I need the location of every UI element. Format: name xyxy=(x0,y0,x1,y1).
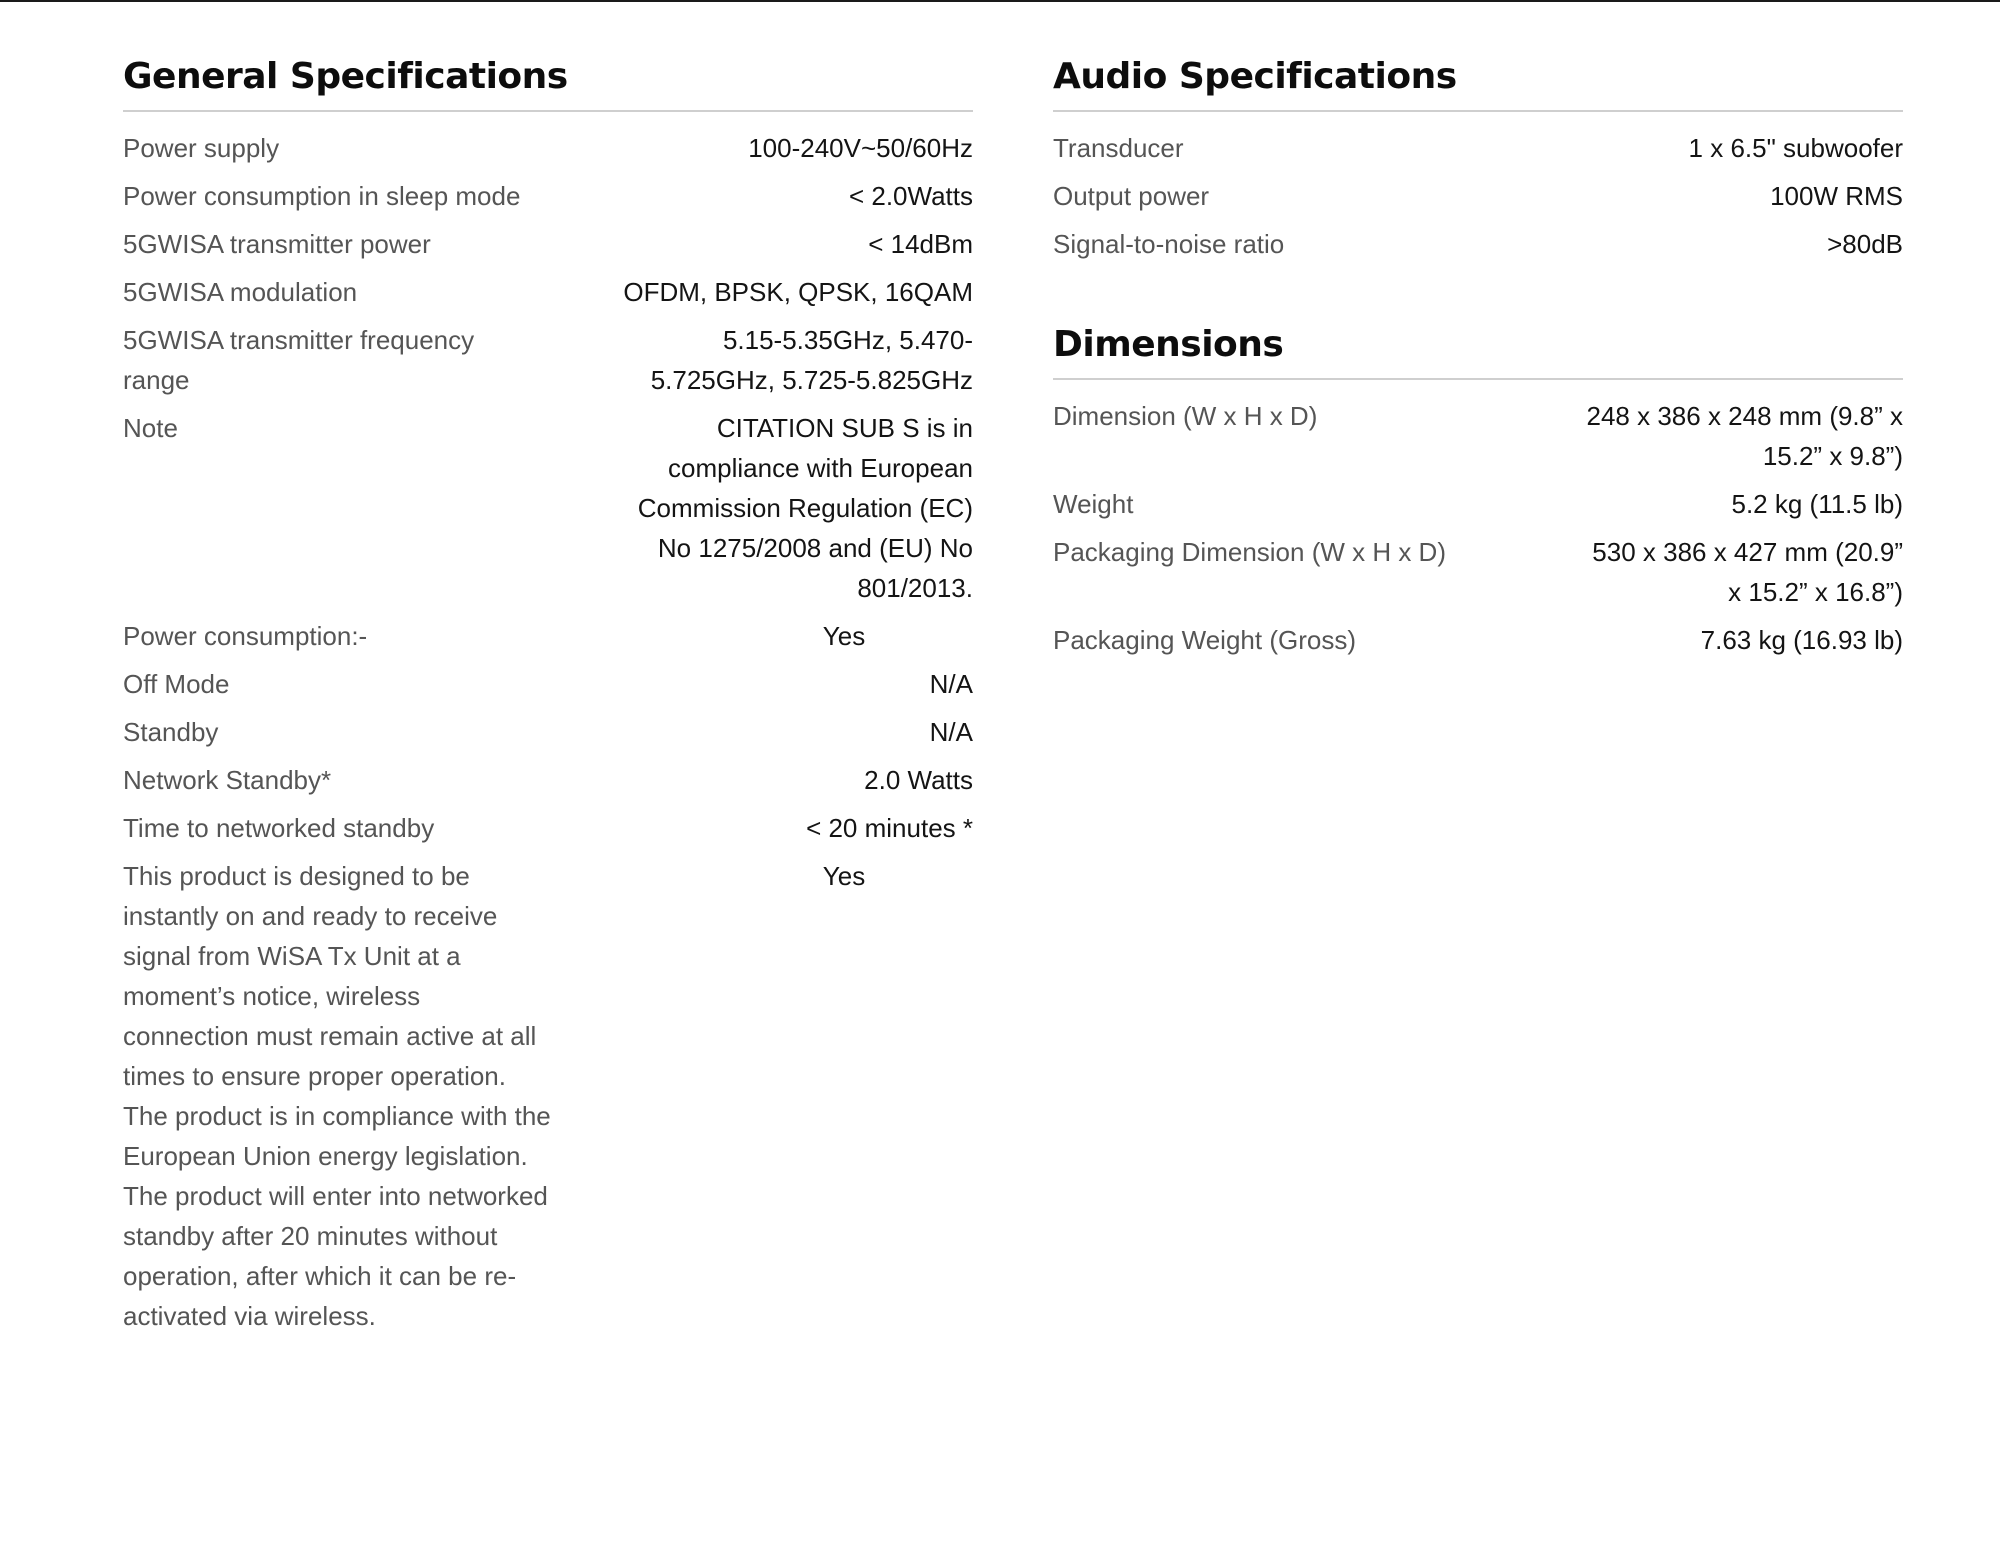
spec-row-power-supply xyxy=(123,128,973,168)
spec-row-packaging-weight xyxy=(1053,620,1903,660)
spec-row-output-power xyxy=(1053,176,1903,216)
spec-row-frequency-range xyxy=(123,320,973,400)
spec-value: 5.15-5.35GHz, 5.470-5.725GHz, 5.725-5.825GHz xyxy=(650,325,973,395)
dimensions-section xyxy=(1053,320,1903,660)
spec-value: >80dB xyxy=(1827,229,1903,259)
section-divider xyxy=(1053,110,1903,112)
spec-label: 5GWISA transmitter power xyxy=(123,229,431,259)
spec-label: Packaging Dimension (W x H x D) xyxy=(1053,537,1446,567)
spec-value: < 14dBm xyxy=(868,229,973,259)
spec-value: 100-240V~50/60Hz xyxy=(748,133,973,163)
spec-value: N/A xyxy=(929,669,973,699)
spec-value: Yes xyxy=(822,861,866,891)
spec-value: 248 x 386 x 248 mm (9.8” x 15.2” x 9.8”) xyxy=(1586,401,1903,471)
spec-value: CITATION SUB S is in compliance with European Commission Regulation (EC) No 1275/2008 and (EU) No 801/2013. xyxy=(637,413,973,603)
spec-value: 1 x 6.5" subwoofer xyxy=(1688,133,1903,163)
spec-value: 7.63 kg (16.93 lb) xyxy=(1700,625,1903,655)
spec-row-standby xyxy=(123,712,973,752)
spec-row-sleep-consumption xyxy=(123,176,973,216)
spec-label: Packaging Weight (Gross) xyxy=(1053,625,1356,655)
spec-row-time-to-standby xyxy=(123,808,973,848)
spec-label: Note xyxy=(123,413,178,443)
spec-label: Power supply xyxy=(123,133,280,163)
section-title-dimensions: Dimensions xyxy=(1053,324,1284,365)
spec-row-modulation xyxy=(123,272,973,312)
spec-label: Power consumption in sleep mode xyxy=(123,181,521,211)
spec-label: Transducer xyxy=(1053,133,1184,163)
section-title-general: General Specifications xyxy=(123,56,568,97)
spec-row-packaging-dimension xyxy=(1053,532,1903,612)
spec-label: Off Mode xyxy=(123,669,230,699)
spec-row-instant-on-note xyxy=(123,856,973,1336)
spec-label: 5GWISA modulation xyxy=(123,277,358,307)
spec-row-network-standby xyxy=(123,760,973,800)
audio-specifications-section xyxy=(1053,52,1903,264)
spec-value: 100W RMS xyxy=(1770,181,1903,211)
general-specifications-section xyxy=(123,52,973,1336)
top-border xyxy=(0,0,2000,2)
spec-row-off-mode xyxy=(123,664,973,704)
spec-label: Standby xyxy=(123,717,219,747)
general-specifications-column xyxy=(123,52,973,1344)
spec-value: OFDM, BPSK, QPSK, 16QAM xyxy=(623,277,973,307)
spec-row-note xyxy=(123,408,973,608)
section-title-audio: Audio Specifications xyxy=(1053,56,1457,97)
spec-label: This product is designed to be instantly on and ready to receive signal from WiSA Tx Unit at a moment’s notice, wireless connection must remain active at all times to ensure proper operation. The product is in compliance with the European Union energy legislation. The product will enter into networked standby after 20 minutes without operation, after which it can be re-activated via wireless. xyxy=(123,861,551,1331)
spec-label: Output power xyxy=(1053,181,1210,211)
spec-label: Dimension (W x H x D) xyxy=(1053,401,1318,431)
spec-row-snr xyxy=(1053,224,1903,264)
spec-value: 2.0 Watts xyxy=(864,765,973,795)
spec-row-power-consumption xyxy=(123,616,973,656)
spec-value: N/A xyxy=(929,717,973,747)
spec-value: 530 x 386 x 427 mm (20.9” x 15.2” x 16.8”) xyxy=(1592,537,1903,607)
spec-label: Power consumption:- xyxy=(123,621,368,651)
spec-value: < 2.0Watts xyxy=(848,181,973,211)
section-divider xyxy=(123,110,973,112)
spec-value: Yes xyxy=(822,621,866,651)
spec-label: Signal-to-noise ratio xyxy=(1053,229,1285,259)
spec-row-transmitter-power xyxy=(123,224,973,264)
spec-row-weight xyxy=(1053,484,1903,524)
section-divider xyxy=(1053,378,1903,380)
spec-value: < 20 minutes * xyxy=(806,813,973,843)
spec-row-dimension xyxy=(1053,396,1903,476)
spec-row-transducer xyxy=(1053,128,1903,168)
spec-label: Time to networked standby xyxy=(123,813,435,843)
spec-label: 5GWISA transmitter frequency range xyxy=(123,325,475,395)
spec-label: Network Standby* xyxy=(123,765,332,795)
spec-label: Weight xyxy=(1053,489,1134,519)
audio-dimensions-column xyxy=(1053,52,1903,668)
spec-value: 5.2 kg (11.5 lb) xyxy=(1731,489,1903,519)
